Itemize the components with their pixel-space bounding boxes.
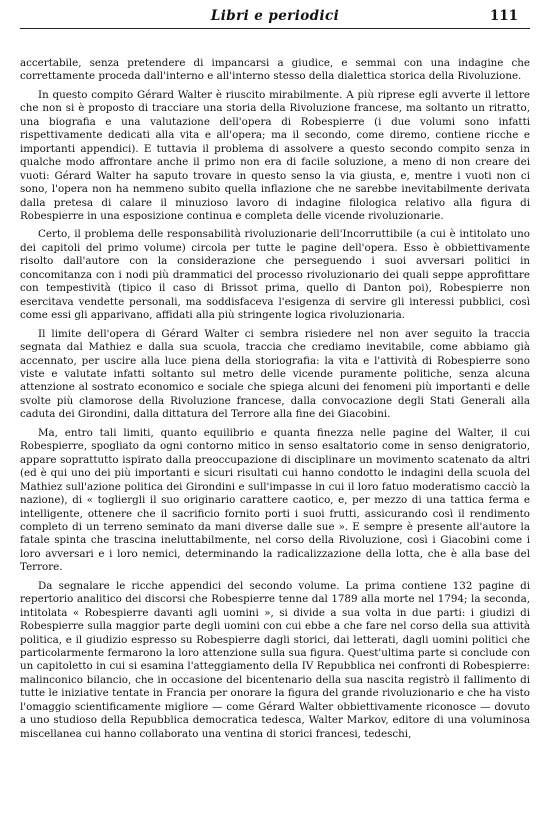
paragraph: Ma, entro tali limiti, quanto equilibrio e quanta finezza nelle pagine del Walter, il cui Robespierre, spogliato da ogni contorno mitico in senso esaltatorio come in senso denigratorio, appare soprattutto ispirato dalla preoccupazione di disciplinare un movimento scatenato da altri (ed è qui uno dei più importanti e sicuri risultati cui hanno condotto le indagini della scuola del Mathiez sull'azione politica dei Girondini e sull'impasse in cui il loro fatuo moderatismo cacciò la nazione), di « togliergli il suo originario carattere caotico, e, per mezzo di una tattica ferma e intelligente, ottenere che il sacrificio fornito porti i suoi frutti, assicurando così il rendimento completo di un terreno seminato da mani diverse dalle sue ». E sempre è presente all'autore la fatale spinta che trascina ineluttabilmente, nel corso della Rivoluzione, così i Giacobini come i loro avversari e i loro nemici, determinando la radicalizzazione della lotta, che è alla base del Terrore.	[20, 426, 530, 574]
paragraph: In questo compito Gérard Walter è riuscito mirabilmente. A più riprese egli avverte il lettore che non si è proposto di tracciare una storia della Rivoluzione francese, ma soltanto un ritratto, una biografia e una valutazione dell'opera di Robespierre (i due volumi sono infatti rispettivamente dedicati alla vita e all'opera; ma il secondo, come diremo, contiene ricche e importanti appendici). E tuttavia il problema di assolvere a questo secondo compito senza in qualche modo affrontare anche il primo non era di facile soluzione, a meno di non creare dei vuoti: Gérard Walter ha saputo trovare in questo senso la via giusta, e, mentre i vuoti non ci sono, l'opera non ha nemmeno subito quella inflazione che ne sarebbe inevitabilmente derivata dalla pretesa di calare il minuzioso lavoro di indagine filologica relativo alla figura di Robespierre in una esposizione continua e completa delle vicende rivoluzionarie.	[20, 88, 530, 222]
page-number: 111	[489, 8, 518, 24]
paragraph: Il limite dell'opera di Gérard Walter ci sembra risiedere nel non aver seguito la traccia segnata dal Mathiez e dalla sua scuola, traccia che crediamo inevitabile, come abbiamo già accennato, per uscire alla luce piena della storiografia: la vita e l'attività di Robespierre sono viste e valutate infatti soltanto sul metro delle vicende puramente politiche, senza alcuna attenzione al sostrato economico e sociale che spiega alcuni dei fenomeni più importanti e delle svolte più clamorose della Rivoluzione francese, dalla convocazione degli Stati Generali alla caduta dei Girondini, dalla dittatura del Terrore alla fine dei Giacobini.	[20, 327, 530, 421]
running-title: Libri e periodici	[210, 8, 340, 24]
paragraph-continued: accertabile, senza pretendere di impancarsi a giudice, e semmai con una indagine che correttamente proceda dall'interno e all'interno stesso della dialettica storica della Rivoluzione.	[20, 57, 530, 83]
running-header	[20, 6, 530, 29]
article-body	[20, 57, 530, 741]
paragraph: Da segnalare le ricche appendici del secondo volume. La prima contiene 132 pagine di repertorio analitico dei discorsi che Robespierre tenne dal 1789 alla morte nel 1794; la seconda, intitolata « Robespierre davanti agli uomini », si divide a sua volta in due parti: i giudizi di Robespierre sulla maggior parte degli uomini con cui ebbe a che fare nel corso della sua attività politica, e il giudizio espresso su Robespierre dagli storici, dai letterati, dagli uomini politici che particolarmente fermarono la loro attenzione sulla sua figura. Quest'ultima parte si conclude con un capitoletto in cui si esamina l'atteggiamento della IV Repubblica nei confronti di Robespierre: malinconico bilancio, che in occasione del bicentenario della sua nascita registrò il fallimento di tutte le iniziative tentate in Francia per onorare la figura del grande rivoluzionario e che ha visto l'omaggio scientificamente migliore — come Gérard Walter obbiettivamente riconosce — dovuto a uno studioso della Repubblica democratica tedesca, Walter Markov, editore di una voluminosa miscellanea cui hanno collaborato una ventina di storici francesi, tedeschi,	[20, 579, 530, 740]
paragraph: Certo, il problema delle responsabilità rivoluzionarie dell'Incorruttibile (a cui è intitolato uno dei capitoli del primo volume) circola per tutte le pagine dell'opera. Esso è obbiettivamente risolto dall'autore con la considerazione che perseguendo i suoi avversari politici in concomitanza con i nodi più drammatici del processo rivoluzionario dei quali seppe approfittare con tempestività (tipico il caso di Brissot prima, quello di Danton poi), Robespierre non esercitava vendette personali, ma soddisfaceva l'esigenza di servire gli interessi pubblici, così come essi gli apparivano, affidati alla più stringente logica rivoluzionaria.	[20, 228, 530, 322]
